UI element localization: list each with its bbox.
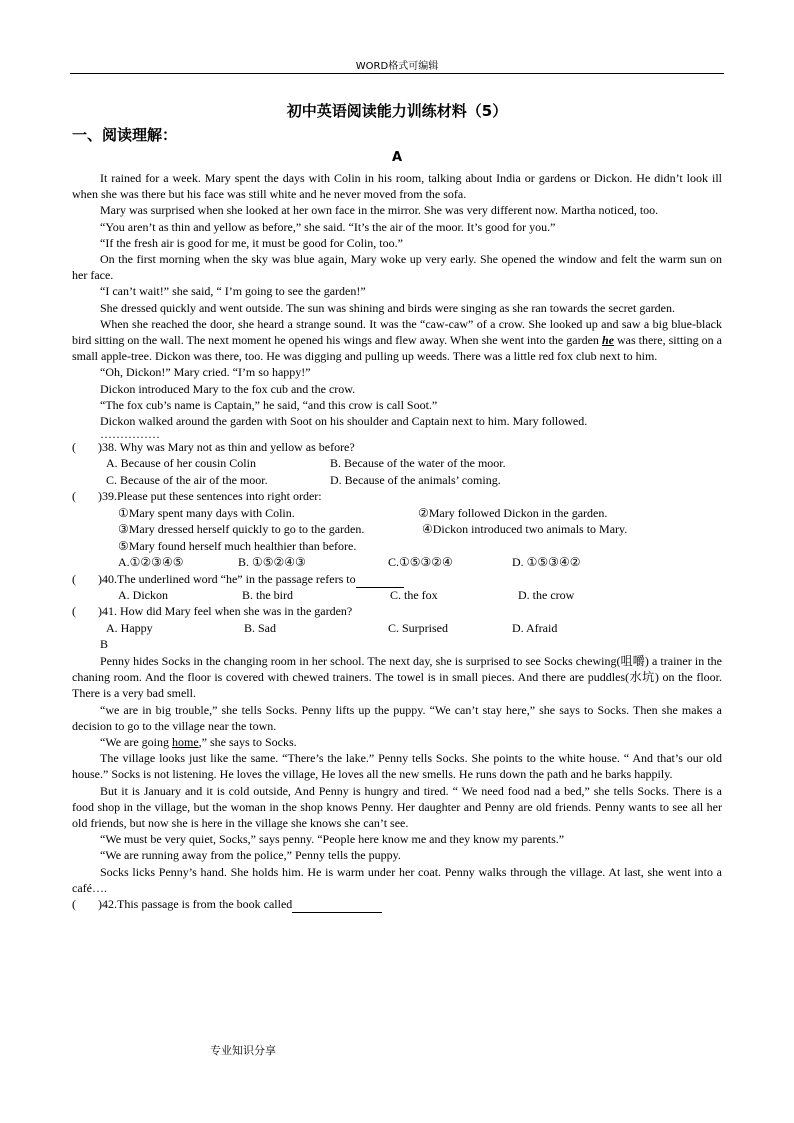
passage-b-paragraph: “We must be very quiet, Socks,” says penny. “People here know me and they know my parents.” <box>100 832 565 847</box>
sentence-3: ③Mary dressed herself quickly to go to the garden. <box>118 522 365 537</box>
option-d: D. Afraid <box>512 620 558 635</box>
q39-sentences-row-3 <box>72 538 722 555</box>
question-40 <box>72 571 722 587</box>
option-b: B. ①⑤②④③ <box>238 555 306 570</box>
sentence-5: ⑤Mary found herself much healthier than before. <box>118 538 357 553</box>
option-b: B. Sad <box>244 620 277 635</box>
text-run: was there, sitting on a small apple-tree. Dickon was there, too. He was digging and pulling up weeds. There was a little red fox club next to him. <box>72 333 722 364</box>
passage-a-paragraph: “The fox cub’s name is Captain,” he said, “and this crow is call Soot.” <box>100 397 438 412</box>
passage-b-paragraph: Socks licks Penny’s hand. She holds him. He is warm under her coat. Penny walks through the village. At last, she went into a café…. <box>72 864 722 895</box>
q39-sentences-row-1 <box>72 505 722 522</box>
passage-b-paragraph <box>72 734 722 750</box>
text-run: “We are going <box>100 735 172 750</box>
answer-paren: ( <box>72 489 76 504</box>
answer-blank[interactable] <box>356 571 404 588</box>
option-a: A.①②③④⑤ <box>118 555 184 570</box>
question-text: )38. Why was Mary not as thin and yellow as before? <box>98 440 355 455</box>
option-c: C.①⑤③②④ <box>388 555 453 570</box>
question-line <box>98 571 404 588</box>
passage-a-paragraph: It rained for a week. Mary spent the days with Colin in his room, talking about India or gardens or Dickon. He didn’t look ill when she was there but his face was still white and he never moved from the sofa. <box>72 171 722 202</box>
passage-a-paragraph: Mary was surprised when she looked at her own face in the mirror. She was very different now. Martha noticed, too. <box>100 203 659 218</box>
sentence-1: ①Mary spent many days with Colin. <box>118 505 295 520</box>
question-text: )39.Please put these sentences into right order: <box>98 489 322 504</box>
underlined-home: home <box>172 735 199 750</box>
option-b: B. Because of the water of the moor. <box>330 456 506 471</box>
q38-options-row-2 <box>72 472 722 489</box>
question-text: )42.This passage is from the book called <box>98 897 293 912</box>
question-41 <box>72 603 722 619</box>
option-a: A. Happy <box>106 620 153 635</box>
passage-b-paragraph: “we are in big trouble,” she tells Socks. Penny lifts up the puppy. “We can’t stay here,” she says to Socks. Then she makes a decision to go to the village near the town. <box>72 702 722 733</box>
q39-options-row <box>72 554 722 571</box>
question-text: )40.The underlined word “he” in the passage refers to <box>98 571 356 586</box>
page-footer: 专业知识分享 <box>210 1044 276 1057</box>
passage-a-paragraph: Dickon walked around the garden with Soot on his shoulder and Captain next to him. Mary followed. <box>100 414 588 429</box>
passage-a-label: A <box>391 150 403 165</box>
question-line <box>98 896 382 913</box>
section-heading: 一、阅读理解： <box>72 126 178 144</box>
text-run: When she reached the door, she heard a strange sound. It was the “caw-caw” of a crow. She looked up and saw a big blue-black bird sitting on the wall. The next moment he opened his wings and flew away. When she went into the garden <box>72 316 722 348</box>
answer-paren: ( <box>72 897 76 912</box>
passage-b-paragraph: “We are running away from the police,” Penny tells the puppy. <box>100 848 401 863</box>
option-c: C. Surprised <box>388 620 448 635</box>
q41-options-row <box>72 620 722 637</box>
q39-sentences-row-2 <box>72 521 722 538</box>
ellipsis: …………… <box>100 427 160 442</box>
option-c: C. the fox <box>390 587 438 602</box>
header-text: WORD格式可编辑 <box>355 61 439 72</box>
text-run: ,” she says to Socks. <box>198 735 297 750</box>
question-38 <box>72 439 722 455</box>
question-42 <box>72 896 722 912</box>
passage-a-paragraph <box>72 316 722 365</box>
sentence-2: ②Mary followed Dickon in the garden. <box>418 505 608 520</box>
option-d: D. Because of the animals’ coming. <box>330 472 501 487</box>
document-body <box>72 170 722 912</box>
passage-a-paragraph: “Oh, Dickon!” Mary cried. “I’m so happy!” <box>100 365 311 380</box>
passage-a-paragraph: On the first morning when the sky was blue again, Mary woke up very early. She opened the window and felt the warm sun on her face. <box>72 252 722 283</box>
option-d: D. ①⑤③④② <box>512 555 581 570</box>
question-39 <box>72 488 722 504</box>
q40-options-row <box>72 587 722 604</box>
option-a: A. Dickon <box>118 587 168 602</box>
passage-b-paragraph: But it is January and it is cold outside, And Penny is hungry and tired. “ We need food nad a bed,” she tells Socks. There is a food shop in the village, but the woman in the shop knows Penny. Her daughter and Penny are old friends. Penny wants to see all her old friends, but now she is here in the village she knows she can’t see. <box>72 783 722 831</box>
passage-a-paragraph: Dickon introduced Mary to the fox cub and the crow. <box>100 381 356 396</box>
answer-paren: ( <box>72 571 76 586</box>
passage-a-paragraph: “If the fresh air is good for me, it must be good for Colin, too.” <box>100 235 403 250</box>
passage-a-paragraph: “You aren’t as thin and yellow as before,” she said. “It’s the air of the moor. It’s good for you.” <box>100 219 556 234</box>
page-header <box>70 57 724 74</box>
option-d: D. the crow <box>518 587 575 602</box>
passage-a-paragraph: “I can’t wait!” she said, “ I’m going to see the garden!” <box>100 284 366 299</box>
sentence-4: ④Dickon introduced two animals to Mary. <box>422 522 628 537</box>
answer-paren: ( <box>72 440 76 455</box>
option-c: C. Because of the air of the moor. <box>106 472 268 487</box>
passage-b-paragraph: Penny hides Socks in the changing room in her school. The next day, she is surprised to see Socks chewing(咀嚼) a trainer in the chaning room. And the floor is covered with chewed trainers. The towel is in small pieces. And there are puddles(水坑) on the floor. There is a very bad smell. <box>72 654 722 701</box>
document-title: 初中英语阅读能力训练材料（5） <box>286 102 508 120</box>
question-text: )41. How did Mary feel when she was in the garden? <box>98 604 353 619</box>
option-a: A. Because of her cousin Colin <box>106 456 256 471</box>
passage-b-label: B <box>100 637 109 651</box>
passage-b-paragraph: The village looks just like the same. “There’s the lake.” Penny tells Socks. She points to the white house. “ And that’s our old house.” Socks is not listening. He loves the village, He loves all the new smells. He runs down the path and he barks happily. <box>72 751 722 782</box>
answer-blank[interactable] <box>292 896 382 913</box>
option-b: B. the bird <box>242 587 293 602</box>
answer-paren: ( <box>72 604 76 619</box>
passage-a-paragraph: She dressed quickly and went outside. The sun was shining and birds were singing as she ran towards the secret garden. <box>100 300 675 315</box>
q38-options-row-1 <box>72 455 722 472</box>
underlined-he: he <box>601 333 614 348</box>
